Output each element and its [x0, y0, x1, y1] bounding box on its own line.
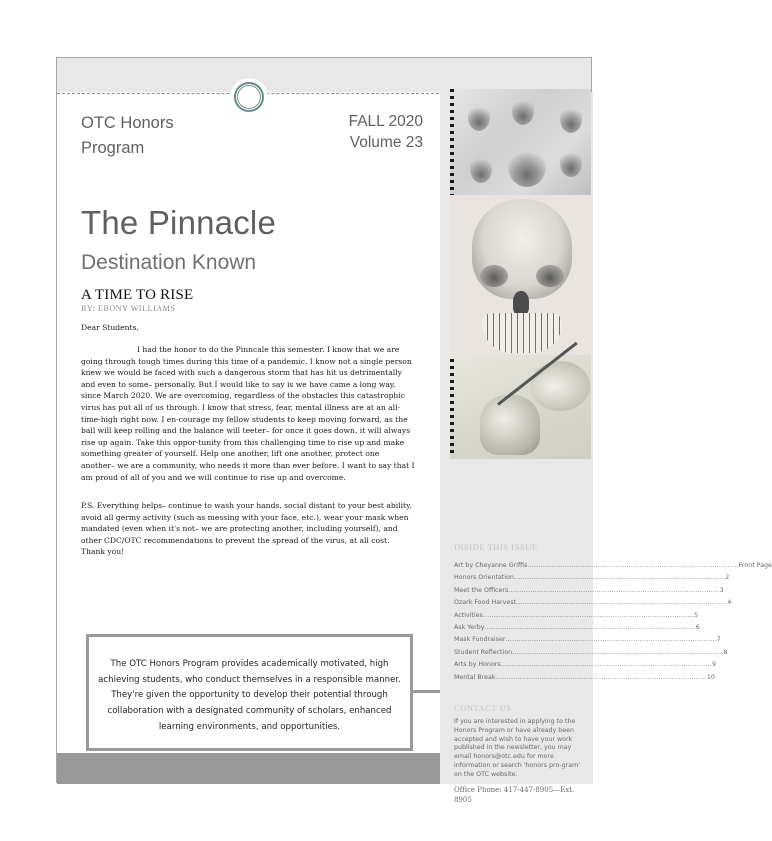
toc-item[interactable]: Ask Yerby ..... 6 [454, 622, 578, 634]
footer-bar [57, 753, 440, 784]
program-name [81, 111, 174, 161]
skull-nose [513, 291, 529, 315]
toc-item[interactable]: Honors Orientation ..... 2 [454, 572, 578, 584]
nose-sketch [470, 155, 492, 183]
article-paragraph-2: P.S. Everything helps– continue to wash your hands, social distant to your best ability, avoid all germy activity (such as messing with your face, etc.), wear your mask when mandated (even when it's not– we are protecting another, including yourself), and other CDC/OTC recommendations to prevent the spread of the virus, at all cost. Thank you! [81, 501, 412, 557]
sidebar [440, 92, 772, 804]
sketchbook-spiral [450, 359, 454, 455]
toc-item[interactable]: Arts by Honors ..... 9 [454, 659, 578, 671]
nose-sketch [508, 147, 546, 187]
article-paragraph-1: I had the honor to do the Pinncale this semester. I know that we are going through tough times during this time of a pandemic. I know not a single person knew we would be faced with such a dangerous storm that has hit us detrimentally and even to some– personally. But I would like to say is we have came a long way, since March 2020. We are overcoming, regardless of the obstacles this catastrophic virus has put all of us through. I know that stress, fear, mental illness are at an all-time-high right now. I en-courage my fellow students to keep moving forward, as the ball will keep rolling and the balance will teeter– for once it goes down, it will always rise up again. Take this oppor-tunity from this challenging time to rise up and make something greater of yourself. Help one another, lift one another, protect one another– we are a community, who needs it more than ever before. I want to say that I am proud of all of you and we will continue to rise up and overcome. [81, 345, 415, 482]
toc-item[interactable]: Ozark Food Harvest ..... 4 [454, 597, 578, 609]
sketchbook-spiral [450, 89, 454, 195]
skull-drawing [450, 195, 591, 355]
hands-drawing [450, 355, 591, 459]
toc-item[interactable]: Student Reflection ..... 8 [454, 647, 578, 659]
nose-sketch [560, 149, 582, 177]
hand-sketch [480, 395, 540, 455]
hand-sketch [530, 361, 590, 411]
skull-eye [536, 265, 564, 287]
toc-item[interactable]: Art by Cheyanne Griffis ..... Front Page [454, 560, 578, 572]
article-salutation: Dear Students, [81, 323, 139, 332]
contact-heading: CONTACT US [454, 704, 512, 713]
contact-info: If you are interested in applying to the Honors Program or have already been accepted and wish to have your work published in the newsletter, you may email honors@otc.edu for more information or search 'honors pro-gram' on the OTC website. [454, 718, 580, 778]
nose-sketch [560, 105, 582, 133]
program-line-1: OTC Honors [81, 114, 174, 132]
top-band [57, 58, 591, 92]
toc-item[interactable]: Mask Fundraiser ..... 7 [454, 634, 578, 646]
skull-jaw [482, 313, 562, 353]
issue-volume: Volume 23 [349, 134, 423, 151]
mission-statement-box [86, 634, 413, 751]
nose-studies-drawing [450, 89, 591, 195]
newsletter-title: The Pinnacle [81, 204, 277, 241]
article-title: A TIME TO RISE [81, 287, 194, 303]
table-of-contents [454, 560, 772, 684]
ring-inner-icon [237, 85, 261, 109]
toc-item[interactable]: Meet the Officers ..... 3 [454, 585, 578, 597]
toc-item[interactable]: Mental Break ..... 10 [454, 672, 578, 684]
newsletter-subtitle: Destination Known [81, 251, 257, 274]
issue-info [305, 111, 423, 153]
skull-eye [480, 265, 508, 287]
program-line-2: Program [81, 139, 145, 157]
article-byline: BY: EBONY WILLIAMS [81, 304, 176, 313]
nose-sketch [468, 103, 490, 131]
office-phone: Office Phone: 417-447-8905—Ext. 8905 [454, 786, 575, 804]
newsletter-page [56, 57, 772, 804]
nose-sketch [512, 97, 534, 125]
issue-season: FALL 2020 [348, 113, 423, 130]
mission-statement-text: The OTC Honors Program provides academically motivated, high achieving students, who conduct themselves in a responsible manner. They're given the opportunity to develop their potential through collaboration with a designated community of scholars, enhanced learning environments, and opportunities. [98, 659, 401, 732]
box-connector-line [413, 690, 440, 693]
toc-item[interactable]: Activities ..... 5 [454, 610, 578, 622]
toc-heading: INSIDE THIS ISSUE [454, 543, 538, 552]
